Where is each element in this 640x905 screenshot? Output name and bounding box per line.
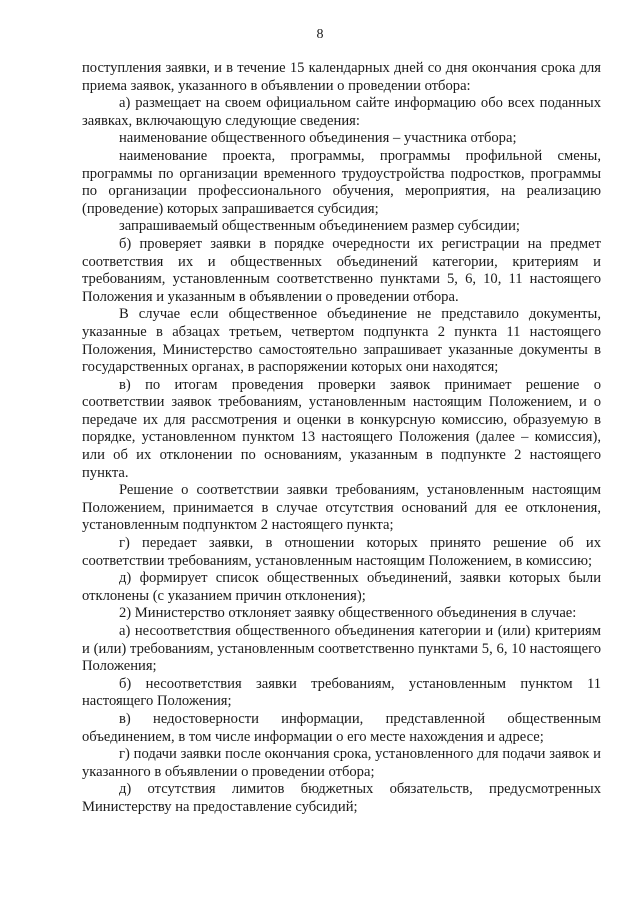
paragraph: запрашиваемый общественным объединением размер субсидии; bbox=[119, 218, 520, 235]
paragraph: а) несоответствия общественного объединения категории и (или) критериям и (или) требованиям, установленным соответственно пунктами 5, 6, 10 настоящего Положения; bbox=[82, 623, 601, 675]
paragraph: д) отсутствия лимитов бюджетных обязательств, предусмотренных Министерству на предоставление субсидий; bbox=[82, 781, 601, 815]
paragraph: наименование общественного объединения – участника отбора; bbox=[119, 130, 517, 147]
page-number: 8 bbox=[316, 27, 324, 42]
paragraph: в) недостоверности информации, представленной общественным объединением, в том числе информации о его месте нахождения и адресе; bbox=[82, 710, 601, 745]
paragraph: поступления заявки, и в течение 15 календарных дней со дня окончания срока для приема заявок, указанного в объявлении о проведении отбора: bbox=[82, 60, 601, 94]
paragraph: д) формирует список общественных объединений, заявки которых были отклонены (с указанием причин отклонения); bbox=[82, 570, 601, 604]
paragraph: наименование проекта, программы, программы профильной смены, программы по организации временного трудоустройства подростков, программы по организации профессионального обучения, мероприятия, на реализацию (проведение) которых запрашивается субсидия; bbox=[82, 147, 601, 217]
paragraph: в) по итогам проведения проверки заявок принимает решение о соответствии заявок требованиям, установленным настоящим Положением, и о передаче их для рассмотрения и оценки в конкурсную комиссию, образуемую в порядке, установленном пунктом 13 настоящего Положения (далее – комиссия), или об их отклонении по основаниям, указанным в подпункте 2 настоящего пункта. bbox=[82, 376, 601, 481]
paragraph: Решение о соответствии заявки требованиям, установленным настоящим Положением, принимается в случае отсутствия оснований для ее отклонения, установленным подпунктом 2 настоящего пункта; bbox=[82, 482, 601, 534]
paragraph: В случае если общественное объединение не представило документы, указанные в абзацах третьем, четвертом подпункта 2 пункта 11 настоящего Положения, Министерство самостоятельно запрашивает указанные документы в государственных органах, в распоряжении которых они находятся; bbox=[82, 306, 601, 376]
paragraph: а) размещает на своем официальном сайте информацию обо всех поданных заявках, включающую следующие сведения: bbox=[82, 95, 601, 129]
paragraph: б) несоответствия заявки требованиям, установленным пунктом 11 настоящего Положения; bbox=[82, 675, 601, 710]
paragraph: б) проверяет заявки в порядке очередности их регистрации на предмет соответствия их и общественных объединений категории, критериям и требованиям, установленным соответственно пунктами 5, 6, 10, 11 настоящего Положения и указанным в объявлении о проведении отбора. bbox=[82, 235, 601, 305]
paragraph: 2) Министерство отклоняет заявку общественного объединения в случае: bbox=[119, 605, 577, 622]
paragraph: г) подачи заявки после окончания срока, установленного для подачи заявок и указанного в объявлении о проведении отбора; bbox=[82, 746, 601, 780]
document-body bbox=[82, 60, 601, 817]
paragraph: г) передает заявки, в отношении которых принято решение об их соответствии требованиям, установленным настоящим Положением, в комиссию; bbox=[82, 535, 601, 569]
